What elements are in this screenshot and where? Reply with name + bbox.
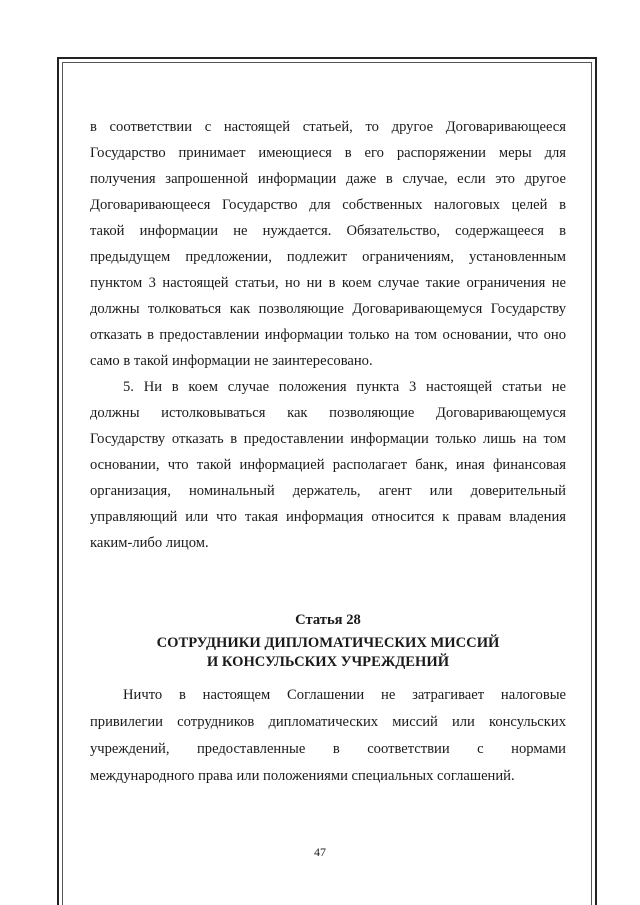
paragraph-continued [90,114,566,374]
text-line: должны истолковываться как позволяющие Договаривающемуся [90,405,566,421]
text-line: Договаривающееся Государство для собственных налоговых целей в [90,197,566,213]
article-number: Статья 28 [295,612,361,628]
text-line: Ничто в настоящем Соглашении не затрагивает налоговые [123,687,566,703]
text-line: организация, номинальный держатель, агент или доверительный [90,483,566,499]
article-title [90,634,566,672]
text-line: получения запрошенной информации даже в случае, если это другое [90,171,566,187]
text-line: в соответствии с настоящей статьей, то другое Договаривающееся [90,119,566,135]
text-line: пунктом 3 настоящей статьи, но ни в коем случае такие ограничения не [90,275,566,291]
text-line: 5. Ни в коем случае положения пункта 3 настоящей статьи не [123,379,566,395]
text-line: такой информации не нуждается. Обязательство, содержащееся в [90,223,566,239]
text-line: Государству отказать в предоставлении информации только лишь на том [90,431,566,447]
body-text-top [90,114,566,556]
text-line: каким-либо лицом. [90,535,209,551]
text-line: привилегии сотрудников дипломатических миссий или консульских [90,714,566,730]
article-title-line-2: И КОНСУЛЬСКИХ УЧРЕЖДЕНИЙ [206,654,450,670]
article-title-line-1: СОТРУДНИКИ ДИПЛОМАТИЧЕСКИХ МИССИЙ [156,635,500,651]
text-line: предыдущем предложении, подлежит ограничениям, установленным [90,249,566,265]
paragraph-5 [90,374,566,556]
text-line: само в такой информации не заинтересовано. [90,353,373,369]
text-line: учреждений, предоставленные в соответствии с нормами [90,741,566,757]
text-line: управляющий или что такая информация относится к правам владения [90,509,566,525]
text-line: должны толковаться как позволяющие Договаривающемуся Государству [90,301,566,317]
text-line: основании, что такой информацией располагает банк, иная финансовая [90,457,566,473]
page-number: 47 [314,845,326,859]
text-line: Государство принимает имеющиеся в его распоряжении меры для [90,145,566,161]
text-line: отказать в предоставлении информации только на том основании, что оно [90,327,566,343]
text-line: международного права или положениями специальных соглашений. [90,768,515,784]
article-28-paragraph [90,682,566,790]
